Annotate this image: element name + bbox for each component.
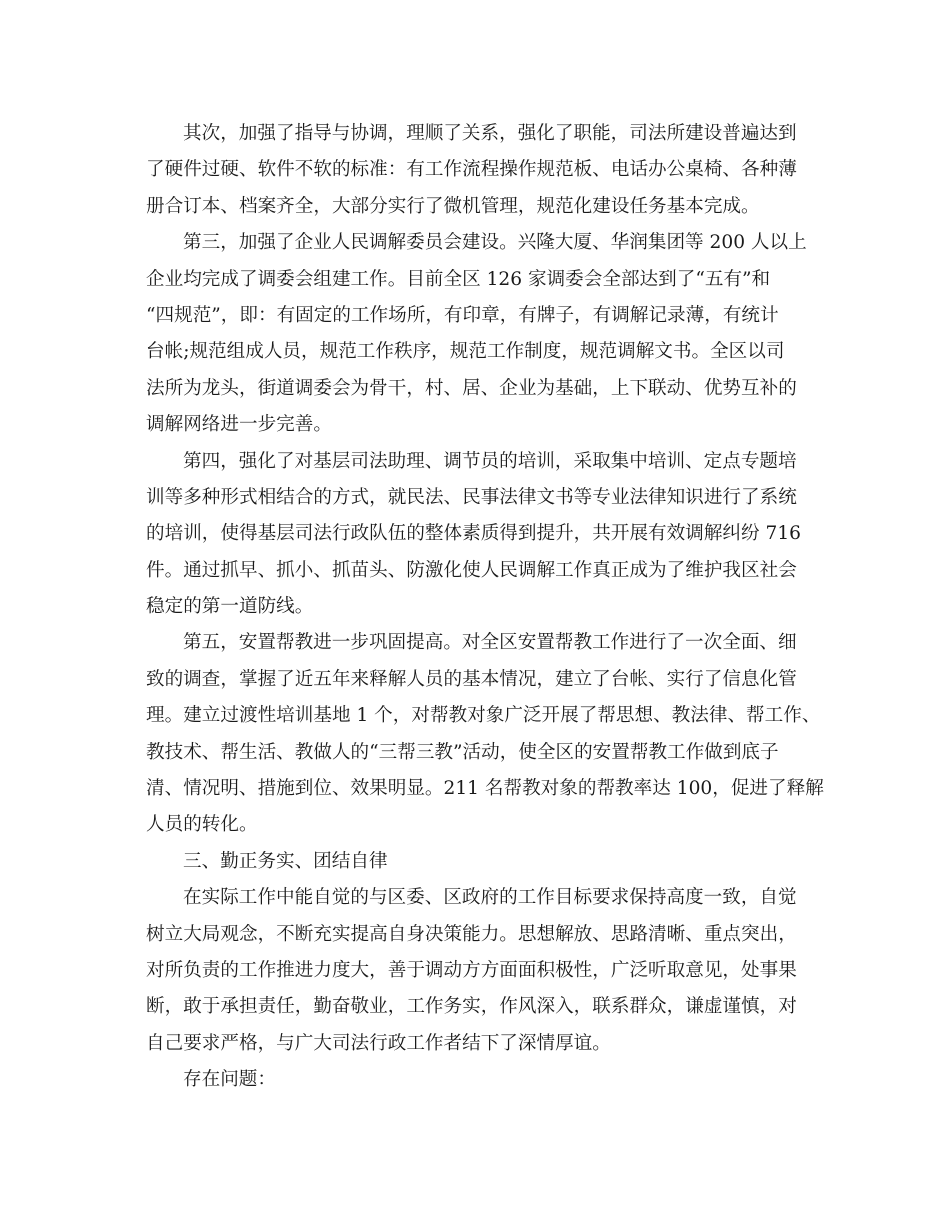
text-line: 树立大局观念，不断充实提高自身决策能力。思想解放、思路清晰、重点突出，	[146, 923, 797, 945]
text-line: 了硬件过硬、软件不软的标准：有工作流程操作规范板、电话办公桌椅、各种薄	[146, 159, 797, 181]
text-line: 法所为龙头，街道调委会为骨干，村、居、企业为基础，上下联动、优势互补的	[146, 377, 797, 399]
text-line: 自己要求严格，与广大司法行政工作者结下了深情厚谊。	[146, 1032, 611, 1054]
text-line: 第四，强化了对基层司法助理、调节员的培训，采取集中培训、定点专题培	[183, 450, 797, 472]
text-line: 台帐;规范组成人员，规范工作秩序，规范工作制度，规范调解文书。全区以司	[146, 341, 785, 363]
text-line: 对所负责的工作推进力度大，善于调动方方面面积极性，广泛听取意见，处事果	[146, 959, 797, 981]
text-line: 人员的转化。	[146, 814, 258, 836]
text-line: 清、情况明、措施到位、效果明显。211 名帮教对象的帮教率达 100，促进了释解	[146, 778, 824, 800]
section-heading: 存在问题：	[183, 1069, 276, 1091]
text-line: 在实际工作中能自觉的与区委、区政府的工作目标要求保持高度一致，自觉	[183, 887, 797, 909]
document-body	[146, 116, 824, 1099]
text-line: “四规范”，即：有固定的工作场所，有印章，有牌子，有调解记录薄，有统计	[146, 304, 779, 326]
text-line: 第三，加强了企业人民调解委员会建设。兴隆大厦、华润集团等 200 人以上	[183, 232, 807, 254]
text-line: 调解网络进一步完善。	[146, 414, 332, 436]
section-heading: 三、勤正务实、团结自律	[183, 850, 388, 872]
text-line: 其次，加强了指导与协调，理顺了关系，强化了职能，司法所建设普遍达到	[183, 123, 797, 144]
text-line: 件。通过抓早、抓小、抓苗头、防激化使人民调解工作真正成为了维护我区社会	[146, 559, 797, 581]
text-line: 致的调查，掌握了近五年来释解人员的基本情况，建立了台帐、实行了信息化管	[146, 668, 797, 690]
text-line: 稳定的第一道防线。	[146, 596, 314, 618]
text-line: 训等多种形式相结合的方式，就民法、民事法律文书等专业法律知识进行了系统	[146, 486, 797, 508]
text-line: 理。建立过渡性培训基地 1 个，对帮教对象广泛开展了帮思想、教法律、帮工作、	[146, 705, 821, 727]
text-line: 教技术、帮生活、教做人的“三帮三教”活动，使全区的安置帮教工作做到底子	[146, 741, 779, 763]
text-line: 的培训，使得基层司法行政队伍的整体素质得到提升，共开展有效调解纠纷 716	[146, 523, 801, 545]
text-line: 企业均完成了调委会组建工作。目前全区 126 家调委会全部达到了“五有”和	[146, 268, 771, 290]
text-line: 册合订本、档案齐全，大部分实行了微机管理，规范化建设任务基本完成。	[146, 195, 760, 217]
text-line: 第五，安置帮教进一步巩固提高。对全区安置帮教工作进行了一次全面、细	[183, 632, 797, 654]
text-line: 断，敢于承担责任，勤奋敬业，工作务实，作风深入，联系群众，谦虚谨慎，对	[146, 996, 797, 1018]
